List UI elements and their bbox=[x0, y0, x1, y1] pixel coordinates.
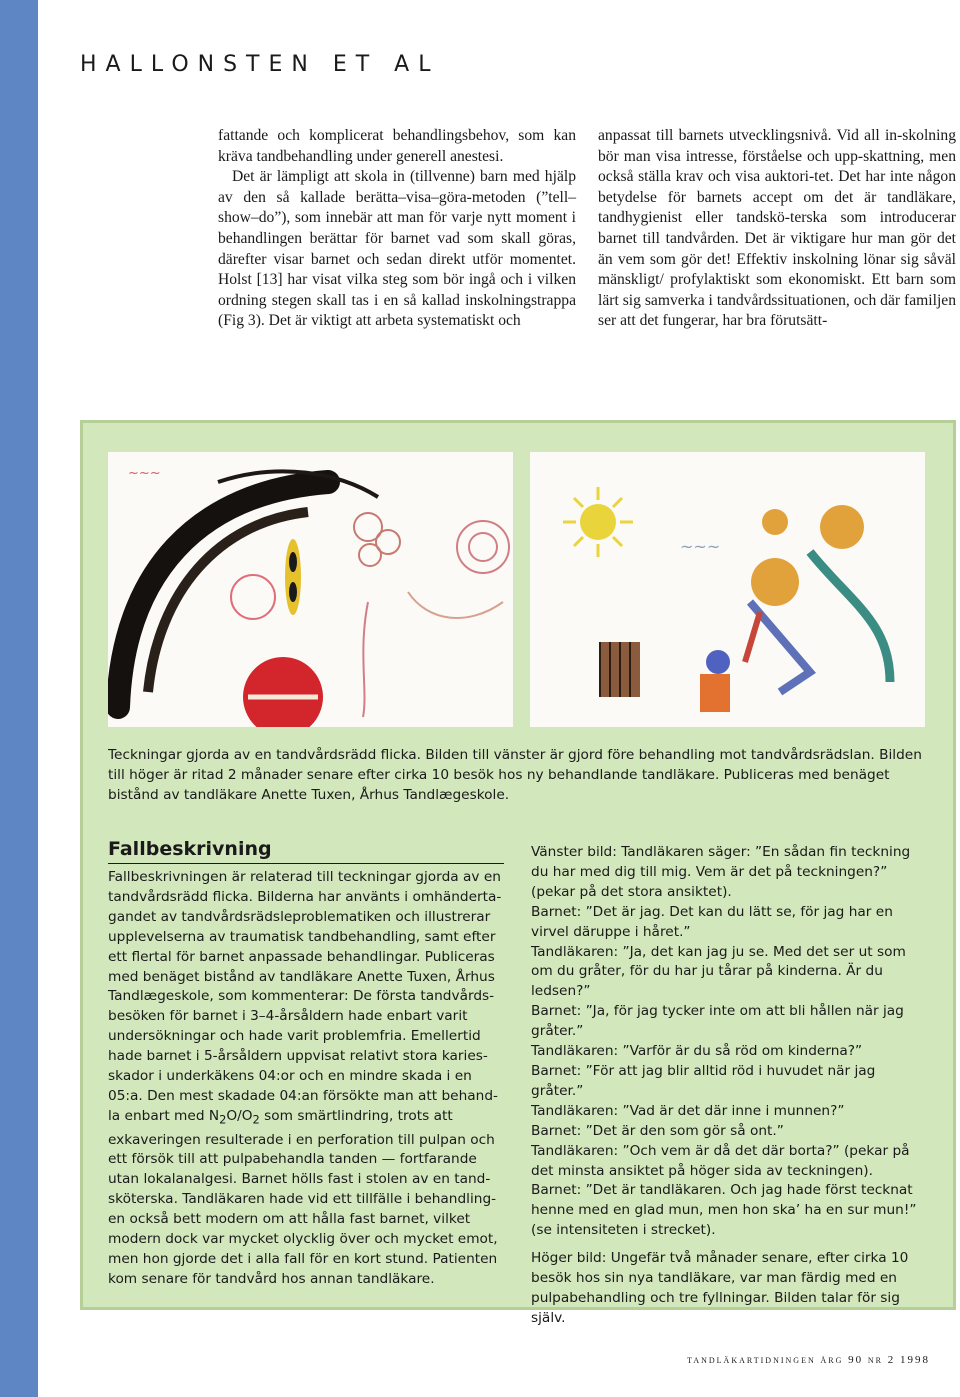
dialogue-line: Tandläkaren: ”Varför är du så röd om kinderna?” bbox=[531, 1043, 863, 1060]
drawing-after-treatment bbox=[530, 452, 925, 727]
case-dialogue bbox=[531, 843, 929, 1329]
side-color-stripe bbox=[0, 0, 38, 1397]
running-head: HALLONSTEN ET AL bbox=[80, 52, 440, 77]
dialogue-line: Vänster bild: Tandläkaren säger: ”En sådan fin teckning du har med dig till mig. Vem är det på teckningen?” (pekar på det stora ansiktet). bbox=[531, 844, 911, 900]
body-paragraph-3: anpassat till barnets utvecklingsnivå. Vid all in-skolning bör man visa intresse, förståelse och upp-skattning, men också ställa krav och visa auktori-tet. Det har inte någon betydelse för barnets accept om det är tandläkare, tandhygienist eller tandskö-terska som introducerar barnet till tandvården. Det är viktigare hur man gör det än vem som gör det! Effektiv inskolning lönar sig såväl mänskligt/ profylaktiskt som ekonomiskt. Ett barn som lärt sig samverka i tandvårdssituationen, och där familjen ser att det fungerar, har bra förutsätt- bbox=[598, 127, 956, 330]
body-column-right bbox=[598, 126, 956, 332]
case-description bbox=[108, 868, 504, 1290]
body-column-left bbox=[218, 126, 576, 332]
figure-caption: Teckningar gjorda av en tandvårdsrädd flicka. Bilden till vänster är gjord före behandling mot tandvårdsrädslan. Bilden till höger är ritad 2 månader senare efter cirka 10 besök hos ny behandlande tandläkare. Publiceras med benäget bistånd av tandläkare Anette Tuxen, Århus Tandlægeskole. bbox=[108, 747, 922, 803]
case-text-part-2: O/O bbox=[226, 1107, 253, 1124]
dialogue-line: Tandläkaren: ”Och vem är då det där borta?” (pekar på det minsta ansiktet på höger sida av teckningen). bbox=[531, 1142, 910, 1179]
happy-family-drawing bbox=[530, 452, 925, 727]
case-text-part-3: som smärtlindring, trots att exkaveringen resulterade i en perforation till pulpan och ett försök till att pulpabehandla tanden — fortfarande utan lokalanalgesi. Barnet hölls fast i stolen av en tand-sköterska. Tandläkaren hade vid ett tillfälle i behandling-en också bett modern om att hålla fast barnet, vilket modern dock var mycket olycklig över och mycket emot, men hon gjorde det i alla fall för en kort stund. Patienten kom senare för tandvård hos annan tandläkare. bbox=[108, 1107, 498, 1287]
dialogue-line: Barnet: ”Det är tandläkaren. Och jag hade först tecknat henne med en glad mun, men hon ska’ ha en sur mun!” (se intensiteten i strecket). bbox=[531, 1182, 917, 1239]
page-footer: tandläkartidningen årg 90 nr 2 1998 bbox=[687, 1354, 930, 1366]
drawing-before-treatment bbox=[108, 452, 513, 727]
subscript-2: 2 bbox=[219, 1112, 227, 1127]
body-paragraph-2: Det är lämpligt att skola in (tillvenne) barn med hjälp av den så kallade berätta–visa–göra-metoden (”tell–show–do”), som innebär att man för varje nytt moment i behandlingen berättar för barnet vad som skall göras, därefter visar barnet och sedan direkt utför momentet. Holst [13] har visat vilka steg som bör ingå och i vilken ordning stegen skall tas i en så kallad inskolningstrappa (Fig 3). Det är viktigt att arbeta systematiskt och bbox=[218, 168, 576, 330]
body-paragraph-1: fattande och komplicerat behandlingsbehov, som kan kräva tandbehandling under generell anestesi. bbox=[218, 127, 576, 165]
svg-text:~~~: ~~~ bbox=[128, 466, 161, 481]
case-text-part-1: Fallbeskrivningen är relaterad till teckningar gjorda av en tandvårdsrädd flicka. Bilderna har använts i omhänderta-gandet av tandvårdsrädsleproblematiken och illustrerar upplevelserna av traumatisk tandbehandling, samt efter ett flertal för barnet anpassade behandlingar. Publiceras med benäget bistånd av tandläkare Anette Tuxen, Århus Tandlægeskole, som kommenterar: De första tandvårds-besöken för barnet i 3–4-årsåldern hade enbart varit undersökningar och hade varit problemfria. Emellertid hade barnet i 5-årsåldern uppvisat relativt stora karies-skador i underkäkens 04:or och en mindre skada i en 05:a. Den mest skadade 04:an försökte man att behand-la enbart med N bbox=[108, 869, 502, 1124]
dialogue-line: Barnet: ”För att jag blir alltid röd i huvudet när jag gråter.” bbox=[531, 1062, 876, 1099]
dialogue-line: Tandläkaren: ”Ja, det kan jag ju se. Med det ser ut som om du gråter, för du har ju tårar på kinderna. Är du ledsen?” bbox=[531, 943, 906, 1000]
subscript-2b: 2 bbox=[252, 1112, 260, 1127]
dialogue-line: Barnet: ”Ja, för jag tycker inte om att bli hållen när jag gråter.” bbox=[531, 1003, 904, 1040]
case-heading: Fallbeskrivning bbox=[108, 838, 504, 864]
dialogue-line: Barnet: ”Det är jag. Det kan du lätt se, för jag har en virvel däruppe i håret.” bbox=[531, 903, 893, 940]
dialogue-line: Barnet: ”Det är den som gör så ont.” bbox=[531, 1122, 784, 1139]
dialogue-line: Tandläkaren: ”Vad är det där inne i munnen?” bbox=[531, 1102, 845, 1119]
right-image-description: Höger bild: Ungefär två månader senare, efter cirka 10 besök hos sin nya tandläkare, var man färdig med en pulpabehandling och tre fyllningar. Bilden talar för sig själv. bbox=[531, 1250, 909, 1326]
crying-face-drawing bbox=[108, 452, 513, 727]
svg-text:~~~: ~~~ bbox=[680, 537, 721, 556]
